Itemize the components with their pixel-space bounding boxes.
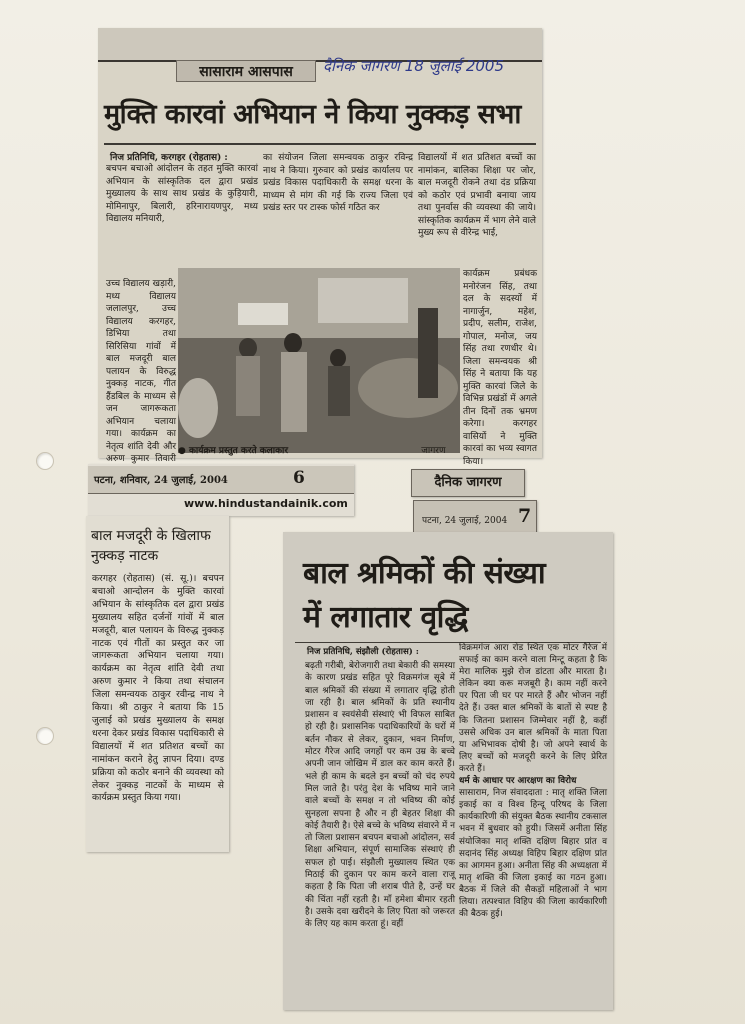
paper-name: दैनिक जागरण xyxy=(434,475,502,490)
handwritten-note: दैनिक जागरण 18 जुलाई 2005 xyxy=(323,57,505,75)
bullet-icon: ● xyxy=(178,446,186,456)
website-url: www.hindustandainik.com xyxy=(184,497,348,510)
punch-hole-bottom xyxy=(36,727,54,745)
headline-line-1: बाल मजदूरी के खिलाफ xyxy=(91,528,211,544)
clipping-street-play xyxy=(86,516,229,852)
clipping-child-labour xyxy=(283,532,613,1010)
byline: निज प्रतिनिधि, संझौली (रोहतास) : xyxy=(307,647,419,657)
masthead-dainik-jagran xyxy=(411,469,525,497)
article-column-right-text: विक्रमगंज आरा रोड स्थित एक मोटर गैरेज में सफाई का काम करने वाला मिन्टू कहता है कि मेरा मालिक मुझे रोज डांटता और मारता है। लेकिन क्या करू मजबूरी है। काम नहीं करने पर पिता जी घर पर मारते हैं और भोजन नहीं देते हैं। उक्त बाल श्रमिकों के बातों से स्पष्ट है कि जितना प्रशासन जिम्मेवार नहीं है, कहीं उससे अधिक उन बाल श्रमिकों के माता पिता या अभिभावक दोषी है। जो अपने स्वार्थ के लिए बच्चों को मजदूरी करने के लिए प्रेरित करते हैं। xyxy=(459,643,607,774)
photo-caption-text: कार्यक्रम प्रस्तुत करते कलाकार xyxy=(189,446,289,456)
photo-caption xyxy=(178,443,445,456)
punch-hole-top xyxy=(36,452,54,470)
article-column-1-continued: उच्च विद्यालय खड़ारी, मध्य विद्यालय जलालपुर, उच्च विद्यालय करगहर, डिभिया तथा सिरिसिया गांवों में बाल मजदूरी बाल पलायन के विरुद्ध नुक्कड़ नाटक, गीत हैंडबिल के माध्यम से जन जागरूकता अभियान चलाया गया। कार्यक्रम का नेतृत्व शांति देवी और अरुण कुमार तिवारी xyxy=(106,279,176,464)
headline xyxy=(91,526,225,566)
photo-street-play-image xyxy=(178,268,460,453)
subheading: धर्म के आधार पर आरक्षण का विरोध xyxy=(459,776,577,787)
article-column-left: बढ़ती गरीबी, बेरोजगारी तथा बेकारी की समस्या के कारण प्रखंड सहित पूरे विक्रमगंज सूबे में बाल श्रमिकों की संख्या में लगातार वृद्धि होती जा रही है। बाल श्रमिकों के प्रति स्थानीय प्रशासन व स्वयंसेवी संस्थाएं भी विफल साबित हो रही है। प्रशासनिक पदाधिकारियों के घरों में बर्तन नौकर से लेकर, दुकान, भवन निर्माण, मोटर गैरेज आदि जगहों पर कम उम्र के बच्चे अपनी जान जोखिम में डाल कर काम करते हैं। भले ही काम के बदले इन बच्चों को चंद रुपये मिल जाते है। परंतु देश के भविष्य माने जाने वाले बच्चों के समक्ष न तो भविष्य की कोई सुनहला सपना है और न ही बेहतर शिक्षा की कोई तैयारी है। ऐसे बच्चे के भविष्य संवारने में न तो जिला प्रशासन बचपन बचाओ आंदोलन, सर्व शिक्षा अभियान, संपूर्ण सामाजिक संस्थाएं ही सफल हो पाई। संझौली मुख्यालय स्थित एक मिठाई की दुकान पर काम करने वाला राजू कहता है कि पिता जी शराब पीते है, उन्हें घर की चिंता नहीं रहती है। माँ हमेशा बीमार रहती है। उसके दवा खरीदने के लिए पिता को जरूरत के लिए यह काम करता हूं। वहीं xyxy=(305,661,455,930)
page-number: 6 xyxy=(293,468,305,488)
headline-line-1: बाल श्रमिकों की संख्या xyxy=(303,556,546,591)
section-label: सासाराम आसपास xyxy=(176,60,316,82)
divider xyxy=(104,143,536,145)
byline: निज प्रतिनिधि, करगहर (रोहतास) : xyxy=(110,153,228,163)
article-body: करगहर (रोहतास) (सं. सू.)। बचपन बचाओ आन्दोलन के मुक्ति कारवां अभियान के सांस्कृतिक दल द्वारा प्रखंड मुख्यालय सहित दर्जनों गांवों में बाल मजदूरी, बाल पलायन के विरुद्ध नुक्कड़ नाटक एवं गीतों का प्रस्तुत कर जा जागरूकता अभियान चलाया गया। कार्यक्रम का नेतृत्व शांति देवी तथा अरुण कुमार ने किया तथा संचालन जिला समन्वयक ठाकुर रवीन्द्र नाथ ने किया। श्री ठाकुर ने बताया कि 15 जुलाई को प्रखंड मुख्यालय के समक्ष धरना देकर प्रखंड विकास पदाधिकारी से विद्यालयों में शत प्रतिशत बच्चों का नामांकन कराने हेतु ज्ञापन दिया। दण्ड प्रक्रिया को कठोर बनाने की व्यवस्था को लेकर नुक्कड़ नाटकों के माध्यम से कार्यक्रम प्रस्तुत किया गया। xyxy=(92,573,224,804)
article-column-right xyxy=(459,642,607,1004)
article-column-2: का संयोजन जिला समन्वयक ठाकुर रविन्द्र नाथ ने किया। गुरुवार को प्रखंड कार्यालय पर प्रखंड विकास पदाधिकारी के समक्ष धरना के माध्यम से मांग की गई कि राज्य जिला एवं प्रखंड स्तर पर टास्क फोर्स गठित कर xyxy=(263,153,413,213)
article-column-3-continued: कार्यक्रम प्रबंधक मनोरंजन सिंह, तथा दल के सदस्यों में नागार्जुन, महेश, प्रदीप, सलीम, राजेश, गोपाल, मनोज, जय सिंह तथा रणधीर थे। जिला समन्वयक श्री सिंह ने बताया कि यह मुक्ति कारवां जिले के विभिन्न प्रखंडों में अगले तीन दिनों तक भ्रमण करेगा। करगहर वासियों ने मुक्ति कारवां का भव्य स्वागत किया। xyxy=(463,269,537,467)
dateline: पटना, शनिवार, 24 जुलाई, 2004 xyxy=(94,475,228,486)
article-column-3: विद्यालयों में शत प्रतिशत बच्चों का नामांकन, बालिका शिक्षा पर जोर, बाल मजदूरी रोकने तथा दंड प्रक्रिया को कठोर एवं प्रभावी बनाया जाय तथा पुनर्वास की व्यवस्था की जाये। सांस्कृतिक कार्यक्रम में भाग लेने वाले मुख्य रूप से वीरेन्द्र भाई, xyxy=(418,153,536,238)
clipping-mukti-karvan xyxy=(98,28,542,467)
dateline-strip xyxy=(413,500,537,534)
clipping-hindustan-masthead xyxy=(88,464,354,516)
headline-line-2: में लगातार वृद्धि xyxy=(303,600,468,635)
page-number: 7 xyxy=(518,505,532,527)
article-column-right-text-2: सासाराम, निज संवाददाता : मातृ शक्ति जिला इकाई का व विश्व हिन्दू परिषद के जिला कार्यकारिणी की संयुक्त बैठक स्थानीय टकसाल भवन में बुधवार को हुयी। जिसमें अनीता सिंह संयोजिका मातृ शक्ति दक्षिण बिहार प्रांत व सदानंद सिंह अध्यक्ष विहिप बिहार दक्षिण प्रांत का आगमन हुआ। अनीता सिंह की अध्यक्षता में मातृ शक्ति की जिला इकाई का गठन हुआ। बैठक में जिले की सैकड़ों महिलाओं ने भाग लिया। तत्पश्चात विहिप की जिला कार्यकारिणी की बैठक हुई। xyxy=(459,788,607,920)
dateline: पटना, 24 जुलाई, 2004 xyxy=(422,516,508,526)
headline: मुक्ति कारवां अभियान ने किया नुक्कड़ सभा xyxy=(104,99,521,130)
headline-line-2: नुक्कड़ नाटक xyxy=(91,548,159,564)
news-photo xyxy=(178,268,460,453)
headline xyxy=(303,552,603,640)
article-column-1: बचपन बचाओ आंदोलन के तहत मुक्ति कारवां अभियान के सांस्कृतिक दल द्वारा प्रखंड मुख्यालय के साथ साथ प्रखंड के कुड़ियारी, मोमिनापुर, बिलारी, हरिनारायणपुर, मध्य विद्यालय मनियारी, xyxy=(106,164,258,224)
photo-credit: जागरण xyxy=(421,446,446,456)
